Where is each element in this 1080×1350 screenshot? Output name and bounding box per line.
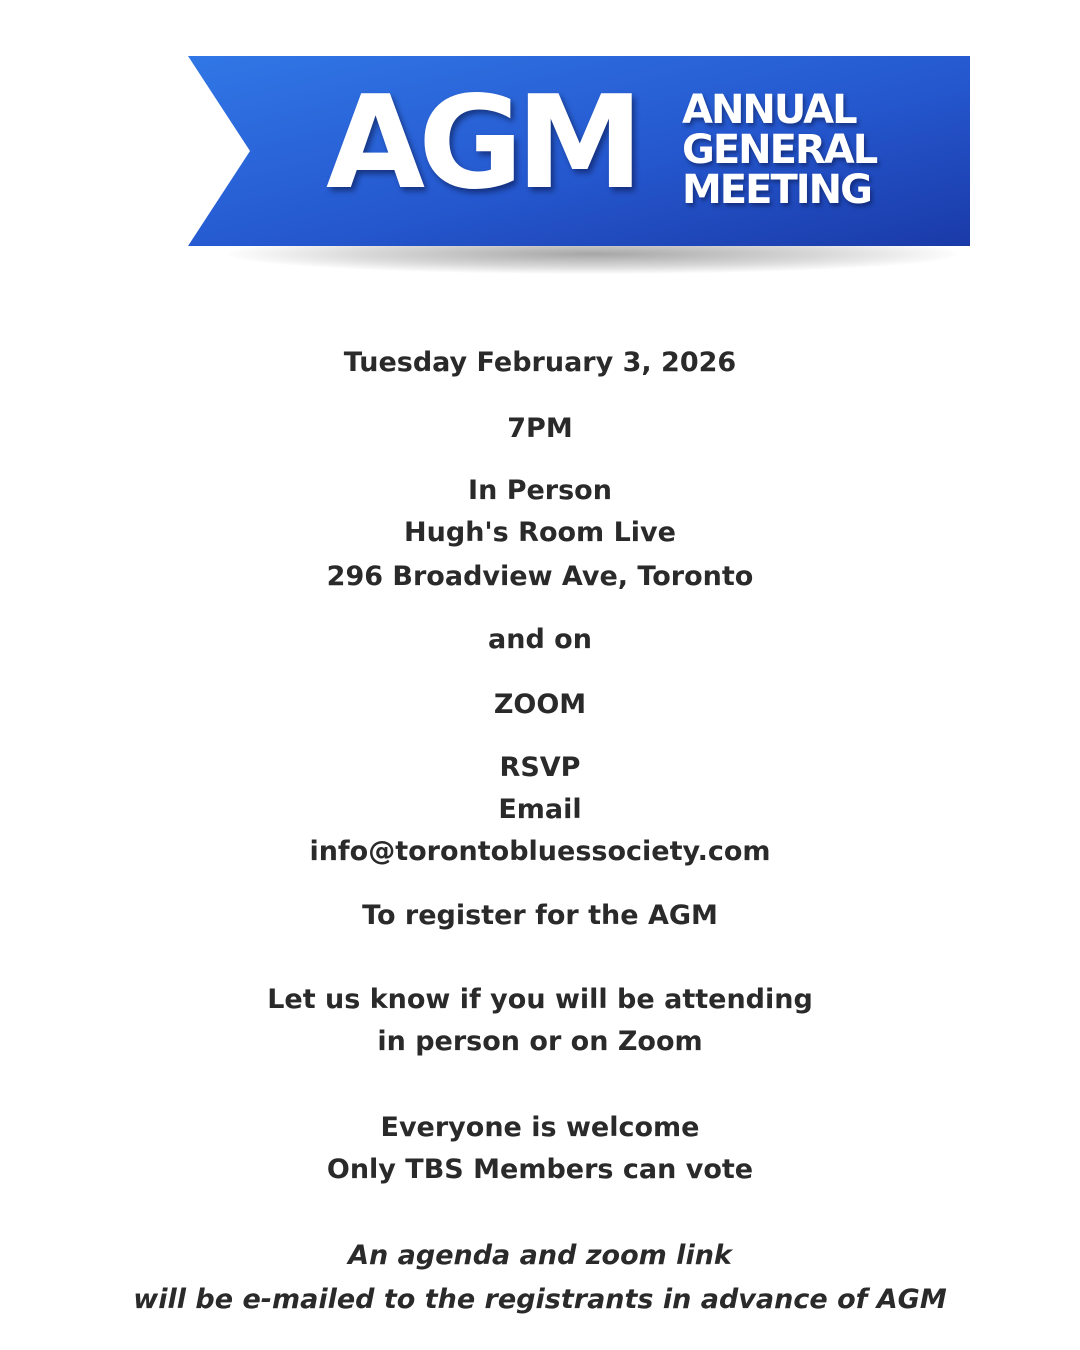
venue-address: 296 Broadview Ave, Toronto [326, 561, 754, 592]
agenda-line-1: An agenda and zoom link [348, 1240, 732, 1271]
rsvp-email: info@torontobluessociety.com [309, 836, 771, 867]
attendance-line-1: Let us know if you will be attending [267, 984, 813, 1015]
venue-mode: In Person [468, 475, 612, 506]
venue-name: Hugh's Room Live [404, 517, 676, 548]
rsvp-purpose: To register for the AGM [362, 900, 718, 931]
banner-acronym: AGM [326, 69, 637, 218]
event-time: 7PM [507, 413, 573, 444]
rsvp-label: RSVP [499, 752, 581, 783]
banner-word-general: GENERAL [682, 127, 877, 173]
agm-banner [188, 56, 970, 288]
rsvp-method: Email [498, 794, 582, 825]
banner-word-meeting: MEETING [682, 167, 871, 213]
and-on-text: and on [488, 624, 592, 655]
banner-words [682, 87, 877, 213]
voting-text: Only TBS Members can vote [326, 1154, 754, 1185]
online-platform: ZOOM [493, 689, 587, 720]
attendance-line-2: in person or on Zoom [377, 1026, 703, 1057]
welcome-text: Everyone is welcome [380, 1112, 700, 1143]
agenda-line-2: will be e-mailed to the registrants in advance of AGM [133, 1284, 947, 1315]
event-date: Tuesday February 3, 2026 [343, 347, 737, 378]
banner-word-annual: ANNUAL [682, 87, 856, 133]
